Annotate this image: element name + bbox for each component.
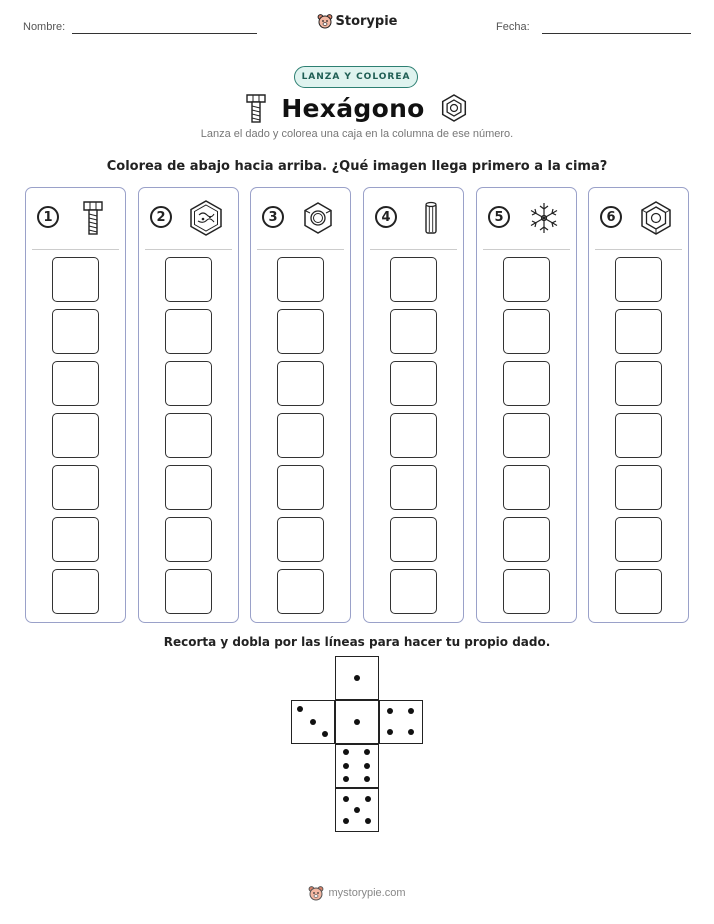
dice-pip	[343, 763, 349, 769]
column-divider	[370, 249, 457, 250]
hex-nut-icon	[299, 199, 337, 237]
dice-pip	[387, 729, 393, 735]
dice-pip	[354, 675, 360, 681]
color-box[interactable]	[165, 309, 212, 354]
dice-face-3	[291, 700, 335, 744]
color-box[interactable]	[277, 413, 324, 458]
column-divider	[483, 249, 570, 250]
color-box[interactable]	[277, 361, 324, 406]
dice-pip	[364, 749, 370, 755]
color-box[interactable]	[277, 569, 324, 614]
color-box[interactable]	[503, 517, 550, 562]
color-box[interactable]	[277, 517, 324, 562]
color-box[interactable]	[615, 569, 662, 614]
column-header	[26, 198, 125, 242]
color-box[interactable]	[165, 517, 212, 562]
dice-pip	[310, 719, 316, 725]
activity-badge: LANZA Y COLOREA	[294, 66, 418, 88]
color-box[interactable]	[52, 569, 99, 614]
dice-pip	[343, 818, 349, 824]
color-box[interactable]	[615, 309, 662, 354]
bear-mascot-icon	[308, 885, 324, 901]
column-header	[139, 198, 238, 242]
brand	[0, 13, 714, 29]
color-box[interactable]	[52, 257, 99, 302]
color-box[interactable]	[277, 465, 324, 510]
color-box[interactable]	[503, 361, 550, 406]
footer	[0, 885, 714, 901]
dice-face-6	[335, 744, 379, 788]
dice-pip	[365, 818, 371, 824]
dice-pip	[343, 796, 349, 802]
footer-url[interactable]: mystorypie.com	[328, 887, 406, 899]
dice-pip	[343, 749, 349, 755]
color-box[interactable]	[503, 309, 550, 354]
color-box[interactable]	[52, 465, 99, 510]
column-5	[476, 187, 577, 623]
color-box[interactable]	[390, 465, 437, 510]
dice-face-1	[335, 700, 379, 744]
column-6	[588, 187, 689, 623]
column-divider	[595, 249, 682, 250]
dice-pip	[322, 731, 328, 737]
color-box[interactable]	[390, 257, 437, 302]
dice-pip	[343, 776, 349, 782]
dice-pip	[354, 719, 360, 725]
color-box[interactable]	[165, 413, 212, 458]
column-divider	[145, 249, 232, 250]
color-box[interactable]	[390, 413, 437, 458]
column-number: 6	[600, 206, 622, 228]
column-4	[363, 187, 464, 623]
color-box[interactable]	[277, 309, 324, 354]
dice-face-4	[379, 700, 423, 744]
column-divider	[32, 249, 119, 250]
pencil-hex-icon	[412, 199, 450, 237]
color-box[interactable]	[615, 517, 662, 562]
column-header	[589, 198, 688, 242]
column-number: 1	[37, 206, 59, 228]
coloring-instruction: Colorea de abajo hacia arriba. ¿Qué imagen llega primero a la cima?	[106, 159, 608, 174]
color-box[interactable]	[165, 257, 212, 302]
color-box[interactable]	[52, 309, 99, 354]
date-line[interactable]	[542, 33, 691, 34]
color-box[interactable]	[615, 257, 662, 302]
column-1	[25, 187, 126, 623]
dice-pip	[408, 729, 414, 735]
dice-face-5	[335, 788, 379, 832]
color-box[interactable]	[165, 569, 212, 614]
column-number: 5	[488, 206, 510, 228]
color-box[interactable]	[52, 517, 99, 562]
hexagon-nut-icon	[637, 199, 675, 237]
color-box[interactable]	[615, 465, 662, 510]
color-box[interactable]	[277, 257, 324, 302]
subtitle: Lanza el dado y colorea una caja en la columna de ese número.	[200, 128, 514, 140]
column-number: 3	[262, 206, 284, 228]
color-box[interactable]	[503, 257, 550, 302]
column-header	[477, 198, 576, 242]
dice-pip	[364, 763, 370, 769]
color-box[interactable]	[52, 361, 99, 406]
color-box[interactable]	[390, 361, 437, 406]
column-divider	[257, 249, 344, 250]
color-box[interactable]	[615, 361, 662, 406]
dice-pip	[364, 776, 370, 782]
color-box[interactable]	[503, 569, 550, 614]
name-label: Nombre:	[23, 21, 66, 33]
dice-instruction: Recorta y dobla por las líneas para hacer tu propio dado.	[163, 635, 551, 649]
color-box[interactable]	[165, 465, 212, 510]
color-box[interactable]	[165, 361, 212, 406]
hexagon-nut-icon	[439, 93, 469, 123]
dice-pip	[408, 708, 414, 714]
dice-pip	[297, 706, 303, 712]
dice-face-1	[335, 656, 379, 700]
column-header	[364, 198, 463, 242]
column-number: 4	[375, 206, 397, 228]
snowflake-icon	[525, 199, 563, 237]
dice-pip	[365, 796, 371, 802]
color-box[interactable]	[390, 517, 437, 562]
color-box[interactable]	[503, 413, 550, 458]
color-box[interactable]	[390, 569, 437, 614]
color-box[interactable]	[503, 465, 550, 510]
bolt-icon	[245, 92, 267, 124]
bear-mascot-icon	[317, 13, 333, 29]
bolt-icon	[74, 199, 112, 237]
color-box[interactable]	[390, 309, 437, 354]
title-row	[0, 90, 714, 126]
page-title: Hexágono	[281, 93, 425, 123]
brand-name: Storypie	[335, 13, 398, 29]
dice-pip	[387, 708, 393, 714]
hexagon-cell-icon	[187, 199, 225, 237]
column-number: 2	[150, 206, 172, 228]
column-2	[138, 187, 239, 623]
column-header	[251, 198, 350, 242]
name-line[interactable]	[72, 33, 257, 34]
color-box[interactable]	[52, 413, 99, 458]
color-box[interactable]	[615, 413, 662, 458]
dice-pip	[354, 807, 360, 813]
date-label: Fecha:	[496, 21, 530, 33]
column-3	[250, 187, 351, 623]
